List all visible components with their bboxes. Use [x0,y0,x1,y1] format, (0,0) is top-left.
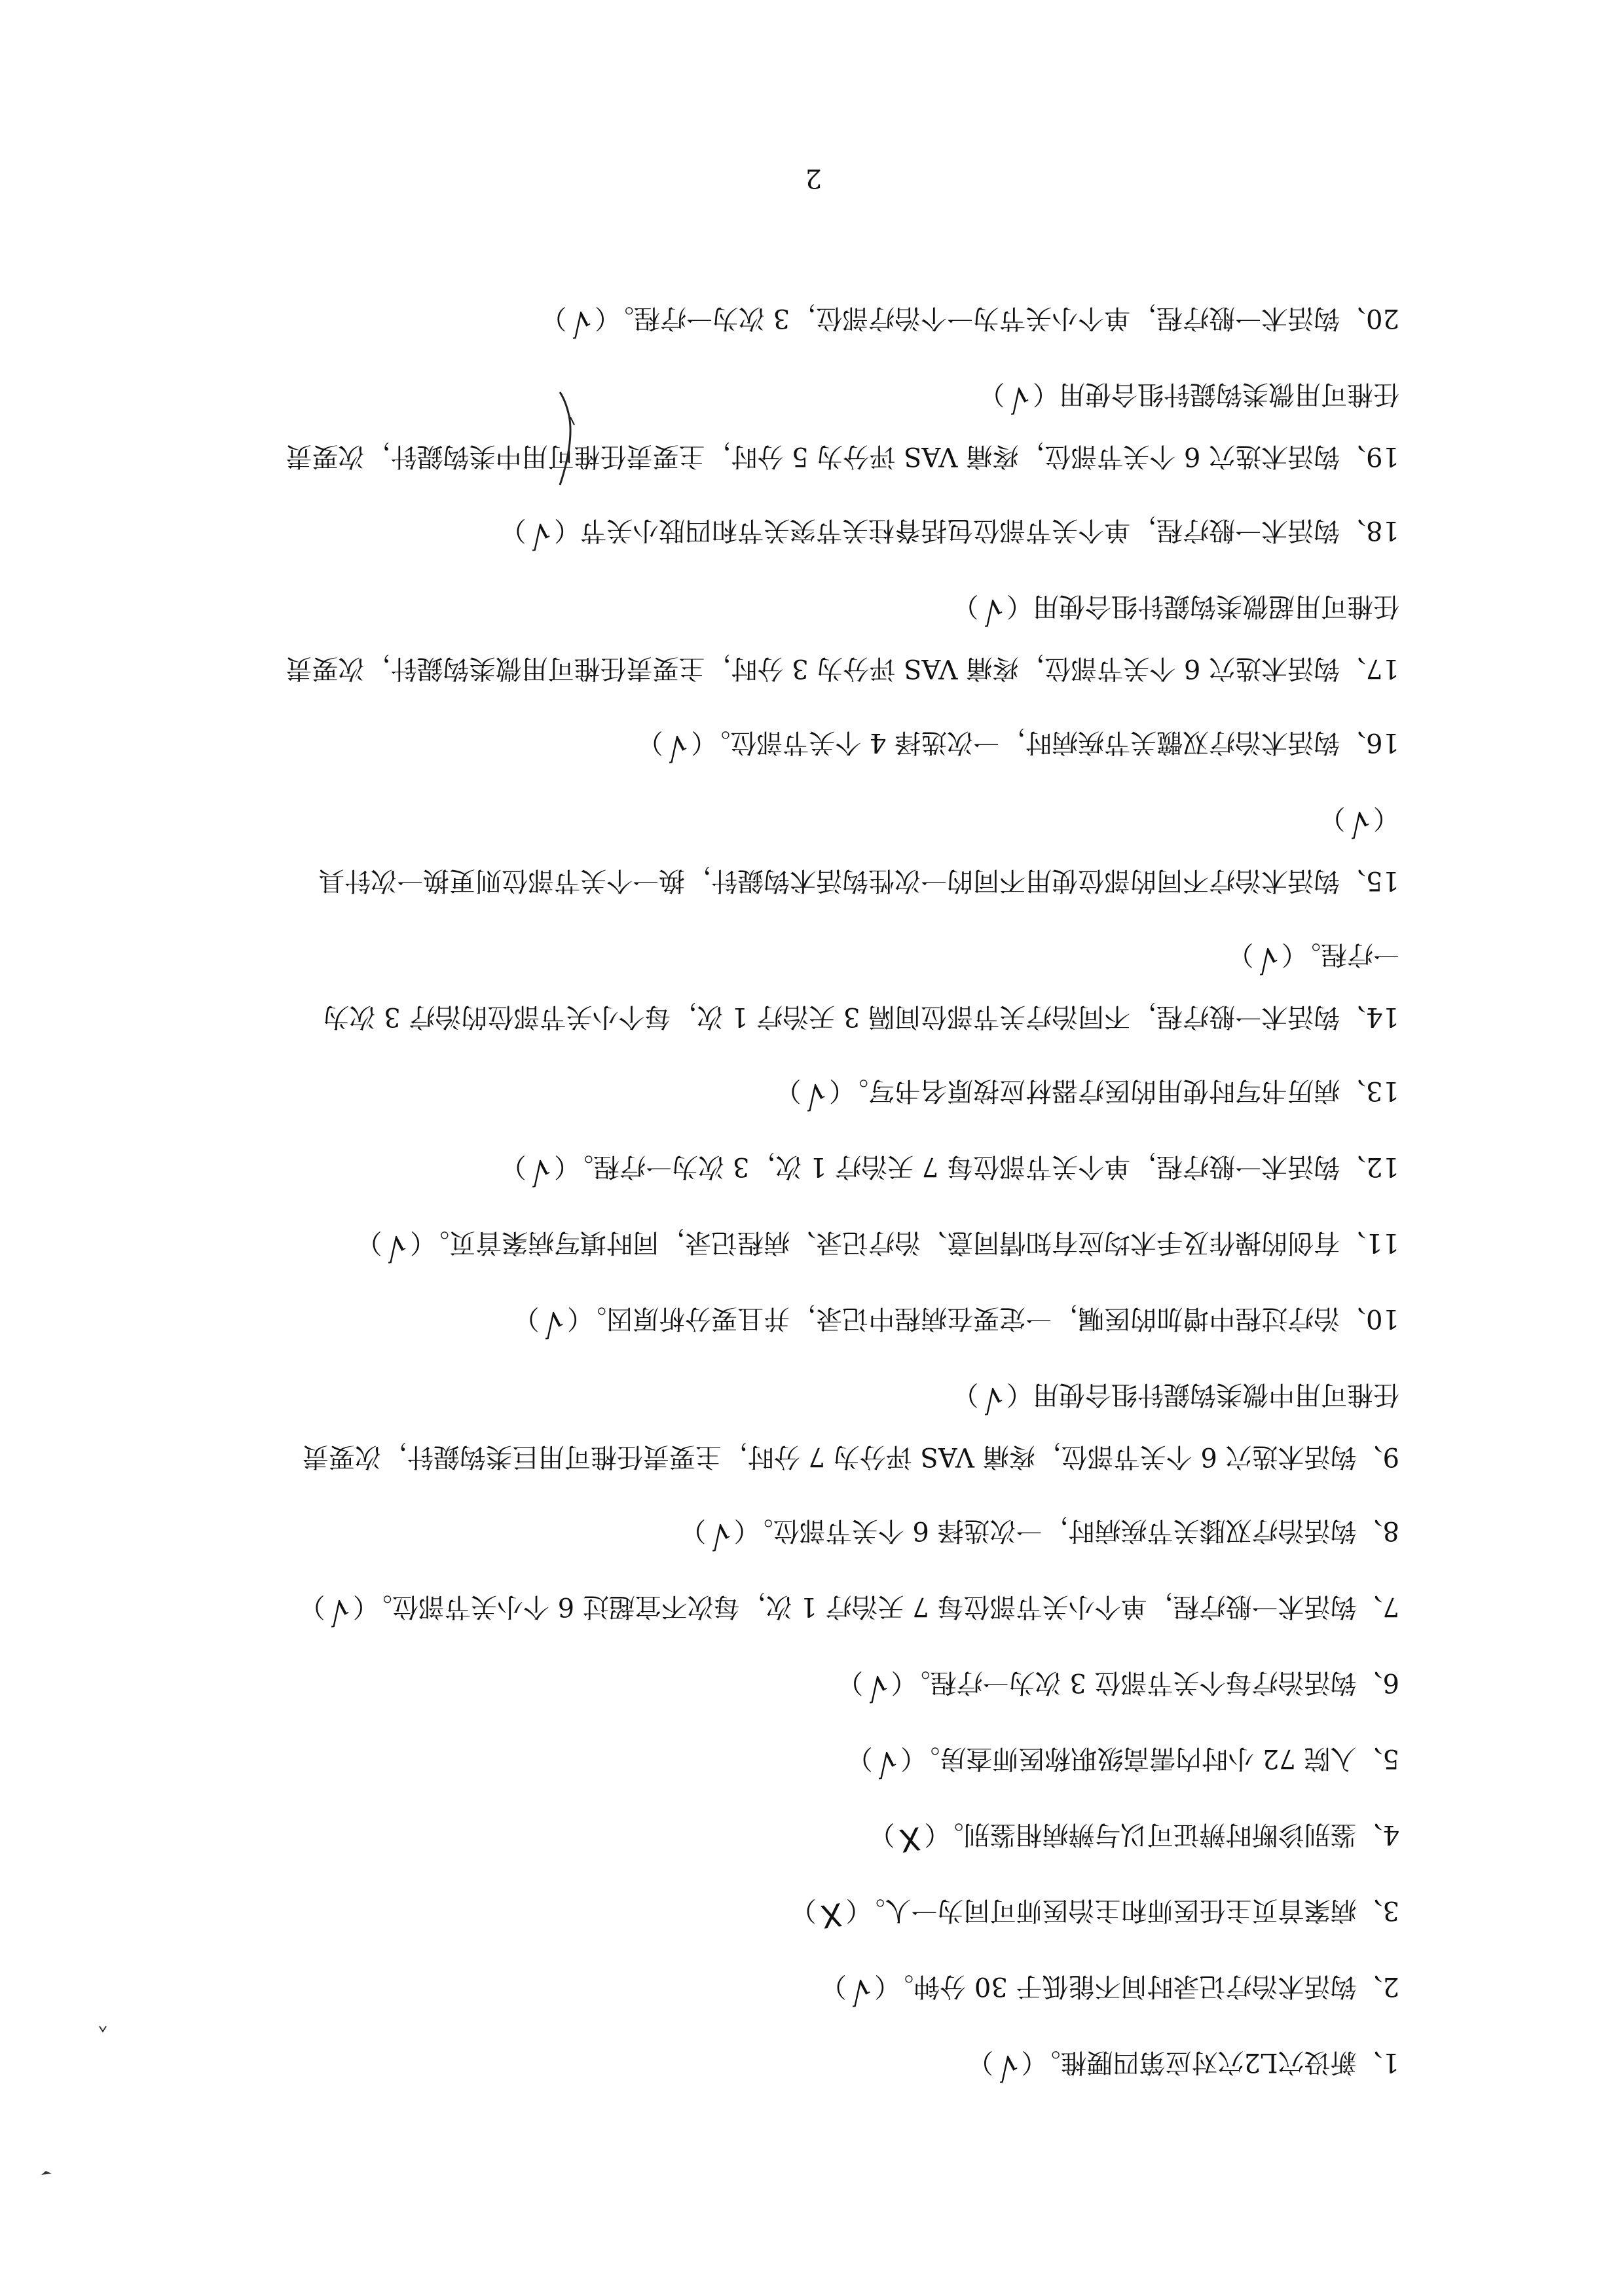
question-text: 15、钩活术治疗不同的部位使用不同的一次性钩活术钩鍉针，换一个关节部位则更换一次针具 [318,866,1399,896]
question-item [155,1741,1399,1783]
page-number: 2 [805,163,822,193]
check-mark: √ [327,1592,352,1631]
question-text: 6、钩活治疗每个关节部位 3 次为一疗程。（ [891,1667,1399,1698]
question-text: 19、钩活术选穴 6 个关节部位，疼痛 VAS 评分为 5 分时，主要责任椎可用中类钩鍉针，次要责 [286,441,1399,471]
question-text: 任椎可用超微类钩鍉针组合使用（ [1006,591,1399,621]
question-text: 3、病案首页主任医师和主治医师可同为一人。（ [845,1895,1399,1925]
question-text: 10、治疗过程中增加的医嘱，一定要在病程中记录，并且要分析原因。（ [567,1303,1399,1334]
question-item [155,1514,1399,1555]
closing-paren: ） [790,1895,817,1925]
check-mark: √ [848,1971,874,2011]
cross-mark: X [896,1819,923,1859]
closing-paren: ） [540,303,567,333]
question-text: 9、钩活术选穴 6 个关节部位，疼痛 VAS 评分为 7 分时，主要责任椎可用巨类钩鍉针，次要责 [302,1442,1399,1472]
closing-paren: ） [1319,803,1346,833]
question-item [155,437,1399,475]
closing-paren: ） [978,379,1005,409]
question-text: 5、入院 72 小时内需高级职称医师查房。（ [900,1743,1399,1774]
question-continuation [155,938,1399,979]
question-text: 20、钩活术一般疗程，单个小关节为一个治疗部位，3 次为一疗程。（ [594,303,1399,333]
question-item [155,1666,1399,1707]
cross-mark: X [818,1895,845,1935]
closing-paren: ） [513,1303,540,1334]
check-mark: √ [1255,939,1281,979]
question-text: 11、有创的操作及手术均应有知情同意、治疗记录、病程记录，同时填写病案首页。（ [410,1228,1399,1258]
question-item [155,301,1399,342]
question-item [155,1969,1399,2011]
pen-stroke [553,390,580,488]
question-item [155,649,1399,687]
check-mark: √ [980,1379,1006,1419]
closing-paren: ） [967,2047,993,2077]
question-text: 8、钩活治疗双膝关节疾病时，一次选择 6 个关节部位。（ [733,1516,1399,1546]
check-mark: √ [803,1076,828,1115]
question-text: 2、钩活术治疗记录时间不能低于 30 分钟。（ [874,1971,1399,2001]
check-mark: √ [1347,803,1373,843]
closing-paren: ） [500,1152,526,1182]
closing-paren: ） [299,1592,325,1622]
question-item [155,1590,1399,1631]
check-mark: √ [874,1743,900,1783]
question-text: 一疗程。（ [1282,939,1399,970]
question-text: （ [1373,803,1399,833]
closing-paren: ） [820,1971,847,2001]
check-mark: √ [1006,379,1032,418]
question-text: 17、钩活术选穴 6 个关节部位，疼痛 VAS 评分为 3 分时，主要责任椎可用微类钩鍉针，次要责 [286,653,1399,683]
question-text: 任椎可用微类钩鍉针组合使用（ [1033,379,1399,409]
check-mark: √ [864,1667,890,1707]
question-item [155,1226,1399,1267]
question-text: 13、病历书写时使用的医疗器材应按原名书写。（ [829,1076,1399,1106]
question-continuation [155,589,1399,630]
closing-paren: ） [1227,939,1254,970]
question-item [155,1074,1399,1115]
check-mark: √ [528,515,553,555]
closing-paren: ） [846,1743,873,1774]
check-mark: √ [707,1516,733,1555]
closing-paren: ） [500,515,526,545]
check-mark: √ [568,303,594,342]
question-continuation [155,801,1399,843]
scan-speck [98,2025,107,2033]
question-text: 12、钩活术一般疗程，单个关节部位每 7 天治疗 1 次，3 次为一疗程。（ [554,1152,1399,1182]
question-continuation [155,1377,1399,1419]
question-text: 16、钩活术治疗双髋关节疾病时，一次选择 4 个关节部位。（ [691,727,1399,757]
question-text: 4、鉴别诊断时辨证可以与辨病相鉴别。（ [924,1819,1399,1850]
question-text: 18、钩活术一般疗程，单个关节部位包括脊柱关节突关节和四肢小关节（ [554,515,1399,545]
closing-paren: ） [868,1819,895,1850]
question-item [155,862,1399,900]
closing-paren: ） [775,1076,802,1106]
question-item [155,1893,1399,1935]
question-text: 7、钩活术一般疗程，单个小关节部位每 7 天治疗 1 次，每次不宜超过 6 个小关节部位。（ [352,1592,1399,1622]
closing-paren: ） [952,591,979,621]
question-text: 1、新设穴L2穴对应第四腰椎。（ [1021,2047,1399,2077]
question-item [155,725,1399,767]
question-item [155,1438,1399,1476]
question-item [155,1150,1399,1191]
check-mark: √ [995,2047,1020,2086]
check-mark: √ [980,591,1006,630]
check-mark: √ [384,1228,409,1267]
check-mark: √ [541,1303,566,1343]
question-item [155,513,1399,555]
closing-paren: ） [952,1379,979,1410]
question-item [155,2045,1399,2086]
question-item [155,998,1399,1036]
closing-paren: ） [837,1667,864,1698]
question-list [155,263,1399,2086]
closing-paren: ） [680,1516,707,1546]
question-text: 任椎可用中微类钩鍉针组合使用（ [1006,1379,1399,1410]
check-mark: √ [528,1152,553,1191]
question-text: 14、钩活术一般疗程，不同治疗关节部位间隔 3 天治疗 1 次，每个小关节部位的治疗 3 次为 [323,1002,1399,1032]
closing-paren: ） [356,1228,382,1258]
closing-paren: ） [637,727,663,757]
question-item [155,1302,1399,1343]
question-item [155,1817,1399,1859]
question-continuation [155,377,1399,418]
check-mark: √ [665,727,690,767]
scan-speck [41,2170,52,2177]
